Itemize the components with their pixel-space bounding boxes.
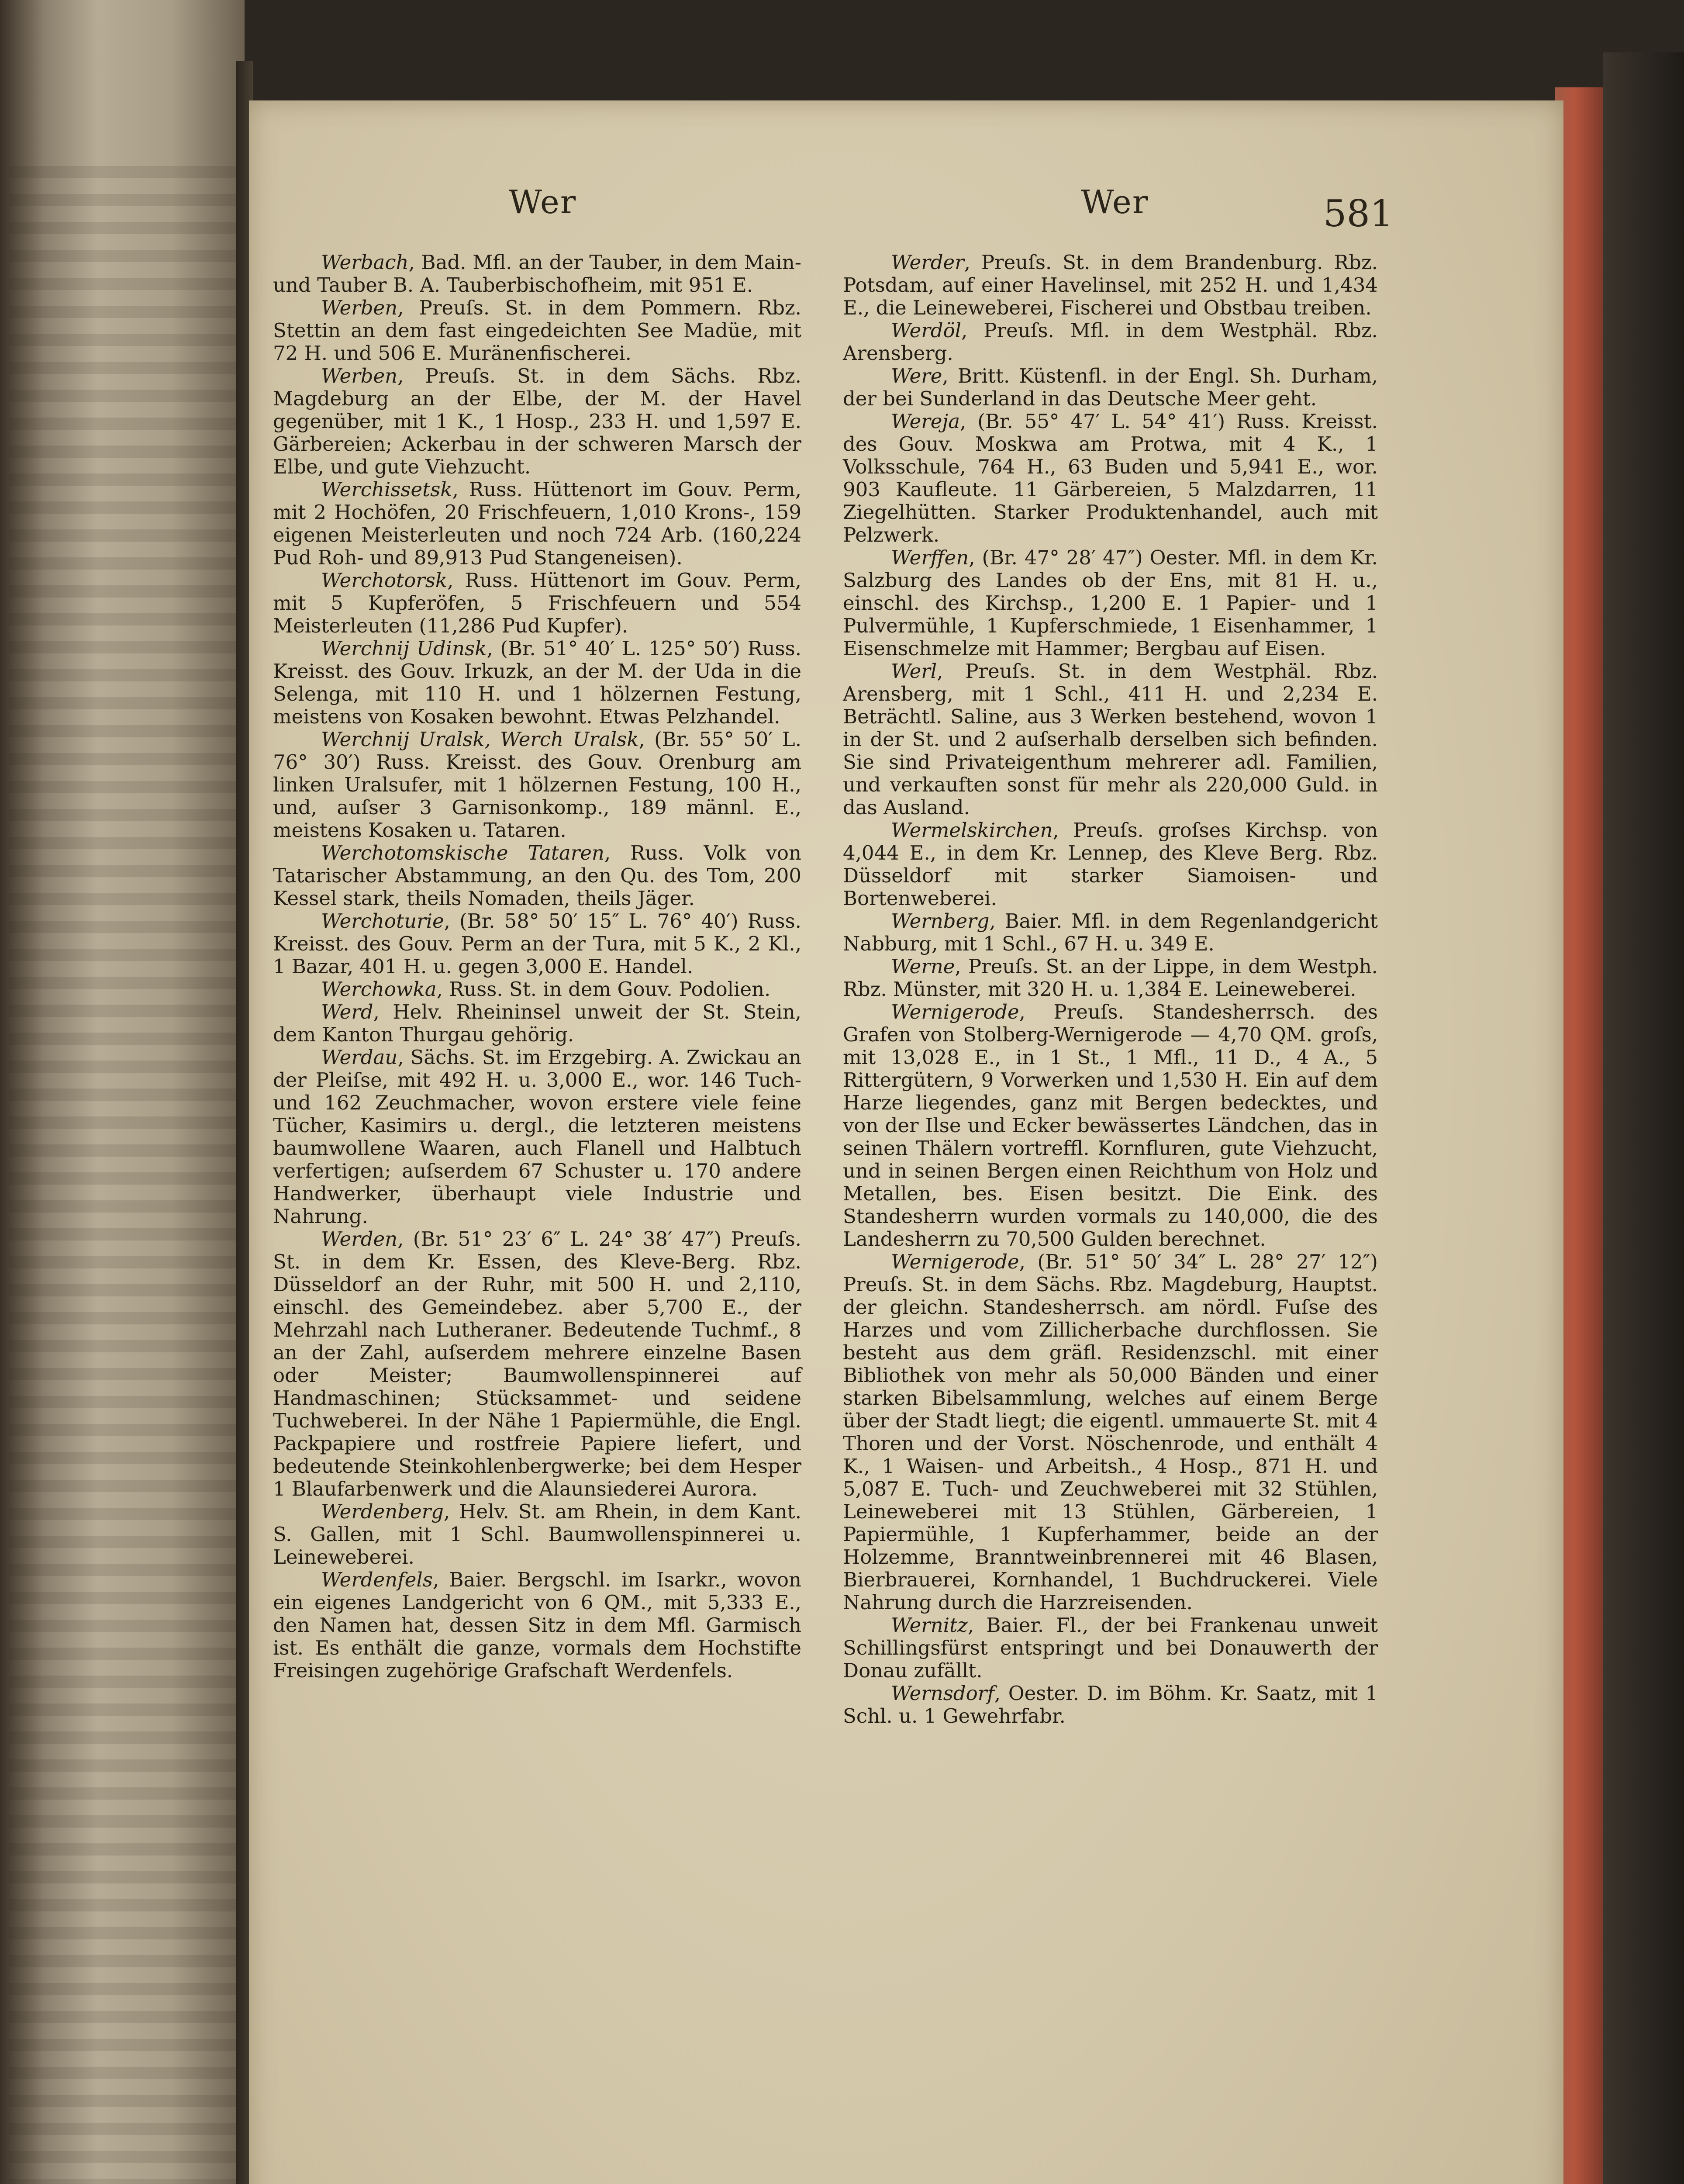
entry-text: , (Br. 55° 47′ L. 54° 41′) Russ. Kreisst. des Gouv. Moskwa am Protwa, mit 4 K., 1 Volksschule, 764 H., 63 Buden und 5,941 E., wor. 903 Kaufleute. 11 Gärbereien, 5 Malzdarren, 11 Ziegelhütten. Starker Produktenhandel, auch mit Pelzwerk. xyxy=(843,410,1378,546)
gazetteer-entry xyxy=(273,478,801,569)
entry-text: , Sächs. St. im Erzgebirg. A. Zwickau an der Pleiſse, mit 492 H. u. 3,000 E., wor. 146 Tuch- und 162 Zeuchmacher, wovon erstere viele feine Tücher, Kasimirs u. dergl., die letzteren meistens baumwollene Waaren, auch Flanell und Halbtuch verfertigen; auſserdem 67 Schuster u. 170 andere Handwerker, überhaupt viele Industrie und Nahrung. xyxy=(273,1046,801,1228)
entry-headword: Werbach xyxy=(321,251,409,274)
entry-text: , Preuſs. St. in dem Pommern. Rbz. Stettin an dem fast eingedeichten See Madüe, mit 72 H. und 506 E. Muränenfischerei. xyxy=(273,296,801,365)
entry-text: , Preuſs. St. an der Lippe, in dem Westph. Rbz. Münster, mit 320 H. u. 1,384 E. Leineweberei. xyxy=(843,955,1378,1001)
entry-headword: Werchotorsk xyxy=(321,569,448,592)
entry-headword: Were xyxy=(891,364,942,387)
entry-text: , Russ. St. in dem Gouv. Podolien. xyxy=(436,978,771,1001)
entry-headword: Wernigerode xyxy=(891,1000,1019,1023)
gazetteer-entry xyxy=(843,819,1378,910)
entry-headword: Wernitz xyxy=(891,1614,968,1637)
entry-headword: Wereja xyxy=(891,410,960,433)
running-head-right: Wer xyxy=(1081,183,1149,221)
entry-headword: Werdenberg xyxy=(321,1500,444,1523)
gazetteer-entry xyxy=(273,1228,801,1500)
entry-headword: Wernigerode xyxy=(891,1250,1019,1273)
entry-text: , Baier. Bergschl. im Isarkr., wovon ein eigenes Landgericht von 6 QM., mit 5,333 E., den Namen hat, dessen Sitz in dem Mfl. Garmisch ist. Es enthält die ganze, vormals dem Hochstifte Freisingen zugehörige Grafschaft Werdenfels. xyxy=(273,1568,801,1682)
entry-text: , (Br. 58° 50′ 15″ L. 76° 40′) Russ. Kreisst. des Gouv. Perm an der Tura, mit 5 K., 2 Kl., 1 Bazar, 401 H. u. gegen 3,000 E. Handel. xyxy=(273,909,801,978)
entry-text: , Baier. Fl., der bei Frankenau unweit Schillingsfürst entspringt und bei Donauwerth der Donau zufällt. xyxy=(843,1614,1378,1682)
entry-headword: Wernberg xyxy=(891,909,990,933)
entry-headword: Werchoturie xyxy=(321,909,444,933)
entry-headword: Werben xyxy=(321,364,398,387)
gazetteer-entry xyxy=(273,1046,801,1228)
gazetteer-entry xyxy=(273,910,801,978)
entry-text: , Baier. Mfl. in dem Regenlandgericht Nabburg, mit 1 Schl., 67 H. u. 349 E. xyxy=(843,909,1378,955)
adjacent-left-page xyxy=(0,0,245,2184)
gazetteer-entry xyxy=(843,1251,1378,1614)
gazetteer-entry xyxy=(273,637,801,728)
gazetteer-entry xyxy=(273,297,801,365)
entry-headword: Werchnij Uralsk, Werch Uralsk xyxy=(321,728,639,751)
entry-text: , Preuſs. Standesherrsch. des Grafen von Stolberg-Wernigerode — 4,70 QM. groſs, mit 13,028 E., in 1 St., 1 Mfl., 11 D., 4 A., 5 Rittergütern, 9 Vorwerken und 1,530 H. Ein auf dem Harze liegendes, ganz mit Bergen bedecktes, und von der Ilse und Ecker bewässertes Ländchen, das in seinen Thälern vortreffl. Kornfluren, gute Viehzucht, und in seinen Bergen einen Reichthum von Holz und Metallen, bes. Eisen besitzt. Die Eink. des Standesherrn wurden vormals zu 140,000, die des Landesherrn zu 70,500 Gulden berechnet. xyxy=(843,1000,1378,1251)
gazetteer-entry xyxy=(273,251,801,297)
entry-headword: Wernsdorf xyxy=(891,1682,994,1705)
gazetteer-entry xyxy=(843,251,1378,319)
gazetteer-entry xyxy=(273,728,801,842)
entry-text: , Britt. Küstenfl. in der Engl. Sh. Durham, der bei Sunderland in das Deutsche Meer geht. xyxy=(843,364,1378,410)
gazetteer-entry xyxy=(273,842,801,910)
entry-headword: Werdöl xyxy=(891,319,962,342)
entry-text: , Preuſs. Mfl. in dem Westphäl. Rbz. Arensberg. xyxy=(843,319,1378,365)
entry-text: , Preuſs. St. in dem Westphäl. Rbz. Arensberg, mit 1 Schl., 411 H. und 2,234 E. Beträchtl. Saline, aus 3 Werken bestehend, wovon 1 in der St. und 2 auſserhalb derselben sich befinden. Sie sind Privateigenthum mehrerer adl. Familien, und verkauften sonst für mehr als 220,000 Guld. in das Ausland. xyxy=(843,660,1378,819)
entry-headword: Werdenfels xyxy=(321,1568,433,1591)
gazetteer-entry xyxy=(273,1500,801,1569)
entry-text: , (Br. 51° 40′ L. 125° 50′) Russ. Kreisst. des Gouv. Irkuzk, an der M. der Uda in die Selenga, mit 110 H. und 1 hölzernen Festung, meistens von Kosaken bewohnt. Etwas Pelzhandel. xyxy=(273,637,801,728)
gazetteer-entry xyxy=(843,1682,1378,1728)
gazetteer-entry xyxy=(843,546,1378,660)
book-cover-edge xyxy=(1603,52,1684,2184)
page-number: 581 xyxy=(1323,192,1394,235)
entry-headword: Werchowka xyxy=(321,978,437,1001)
entry-headword: Werffen xyxy=(891,546,969,569)
entry-text: , (Br. 51° 23′ 6″ L. 24° 38′ 47″) Preuſs. St. in dem Kr. Essen, des Kleve-Berg. Rbz. Düsseldorf an der Ruhr, mit 500 H. und 2,110, einschl. des Gemeindebez. aber 5,700 E., der Mehrzahl nach Lutheraner. Bedeutende Tuchmf., 8 an der Zahl, auſserdem mehrere einzelne Basen oder Meister; Baumwollenspinnerei auf Handmaschinen; Stücksammet- und seidene Tuchweberei. In der Nähe 1 Papiermühle, die Engl. Packpapiere und rostfreie Papiere liefert, und bedeutende Steinkohlenbergwerke; bei dem Hesper 1 Blaufarbenwerk und die Alaunsiederei Aurora. xyxy=(273,1227,801,1500)
entry-headword: Werder xyxy=(891,251,964,274)
gazetteer-entry xyxy=(843,410,1378,546)
entry-text: , Helv. St. am Rhein, in dem Kant. S. Gallen, mit 1 Schl. Baumwollenspinnerei u. Leineweberei. xyxy=(273,1500,801,1569)
gazetteer-entry xyxy=(843,319,1378,365)
gazetteer-entry xyxy=(273,569,801,637)
entry-headword: Werne xyxy=(891,955,955,978)
gazetteer-entry xyxy=(843,955,1378,1001)
entry-headword: Werben xyxy=(321,296,398,319)
entry-headword: Werdau xyxy=(321,1046,398,1069)
entry-text: , (Br. 51° 50′ 34″ L. 28° 27′ 12″) Preuſs. St. in dem Sächs. Rbz. Magdeburg, Hauptst. der gleichn. Standesherrsch. am nördl. Fuſse des Harzes und vom Zillicherbache durchflossen. Sie besteht aus dem gräfl. Residenzschl. mit einer Bibliothek von mehr als 50,000 Bänden und einer starken Bibelsammlung, welches auf einem Berge über der Stadt liegt; die eigentl. ummauerte St. mit 4 Thoren und der Vorst. Nöschenrode, und enthält 4 K., 1 Waisen- und Arbeitsh., 4 Hosp., 871 H. und 5,087 E. Tuch- und Zeuchweberei mit 32 Stühlen, Leineweberei mit 13 Stühlen, Gärbereien, 1 Papiermühle, 1 Kupferhammer, beide an der Holzemme, Branntweinbrennerei mit 46 Blasen, Bierbrauerei, Kornhandel, 1 Buchdruckerei. Viele Nahrung durch die Harzreisenden. xyxy=(843,1250,1378,1614)
entry-headword: Werden xyxy=(321,1227,398,1251)
gazetteer-entry xyxy=(273,365,801,478)
gazetteer-entry xyxy=(843,660,1378,819)
gazetteer-entry xyxy=(843,910,1378,955)
entry-text: , Preuſs. groſses Kirchsp. von 4,044 E., in dem Kr. Lennep, des Kleve Berg. Rbz. Düsseldorf mit starker Siamoisen- und Bortenweberei. xyxy=(843,819,1378,910)
entry-text: , Bad. Mfl. an der Tauber, in dem Main- und Tauber B. A. Tauberbischofheim, mit 951 E. xyxy=(273,251,801,297)
entry-headword: Wermelskirchen xyxy=(891,819,1053,842)
gazetteer-entry xyxy=(273,1569,801,1682)
entry-text: , (Br. 47° 28′ 47″) Oester. Mfl. in dem Kr. Salzburg des Landes ob der Ens, mit 81 H. u., einschl. des Kirchsp., 1,200 E. 1 Papier- und 1 Pulvermühle, 1 Kupferschmiede, 1 Eisenhammer, 1 Eisenschmelze mit Hammer; Bergbau auf Eisen. xyxy=(843,546,1378,660)
entry-text: , Russ. Hüttenort im Gouv. Perm, mit 2 Hochöfen, 20 Frischfeuern, 1,010 Krons-, 159 eigenen Meisterleuten und noch 724 Arb. (160,224 Pud Roh- und 89,913 Pud Stangeneisen). xyxy=(273,478,801,569)
entry-text: , Russ. Hüttenort im Gouv. Perm, mit 5 Kupferöfen, 5 Frischfeuern und 554 Meisterleuten (11,286 Pud Kupfer). xyxy=(273,569,801,637)
right-text-column xyxy=(843,251,1378,1728)
entry-text: , Helv. Rheininsel unweit der St. Stein, dem Kanton Thurgau gehörig. xyxy=(273,1000,801,1046)
gazetteer-entry xyxy=(843,1614,1378,1682)
entry-text: , Preuſs. St. in dem Sächs. Rbz. Magdeburg an der Elbe, der M. der Havel gegenüber, mit 1 K., 1 Hosp., 233 H. und 1,597 E. Gärbereien; Ackerbau in der schweren Marsch der Elbe, und gute Viehzucht. xyxy=(273,364,801,478)
entry-text: , Russ. Volk von Tatarischer Abstammung, an den Qu. des Tom, 200 Kessel stark, theils Nomaden, theils Jäger. xyxy=(273,841,802,910)
gazetteer-entry xyxy=(273,1001,801,1046)
entry-text: , Preuſs. St. in dem Brandenburg. Rbz. Potsdam, auf einer Havelinsel, mit 252 H. und 1,434 E., die Leineweberei, Fischerei und Obstbau treiben. xyxy=(843,251,1378,319)
gazetteer-entry xyxy=(843,1001,1378,1251)
entry-text: , Oester. D. im Böhm. Kr. Saatz, mit 1 Schl. u. 1 Gewehrfabr. xyxy=(843,1682,1378,1728)
entry-headword: Werchnij Udinsk xyxy=(321,637,487,660)
entry-headword: Werd xyxy=(321,1000,373,1023)
gazetteer-entry xyxy=(843,365,1378,410)
entry-headword: Werchotomskische Tataren xyxy=(321,841,604,864)
entry-headword: Werl xyxy=(891,660,937,683)
left-text-column xyxy=(273,251,801,1682)
entry-text: , (Br. 55° 50′ L. 76° 30′) Russ. Kreisst. des Gouv. Orenburg am linken Uralsufer, mit 1 hölzernen Festung, 100 H., und, auſser 3 Garnisonkomp., 189 männl. E., meistens Kosaken u. Tataren. xyxy=(273,728,801,842)
adjacent-page-text-bleed xyxy=(9,166,236,2184)
entry-headword: Werchissetsk xyxy=(321,478,452,501)
running-head-left: Wer xyxy=(509,183,577,221)
gazetteer-entry xyxy=(273,978,801,1001)
